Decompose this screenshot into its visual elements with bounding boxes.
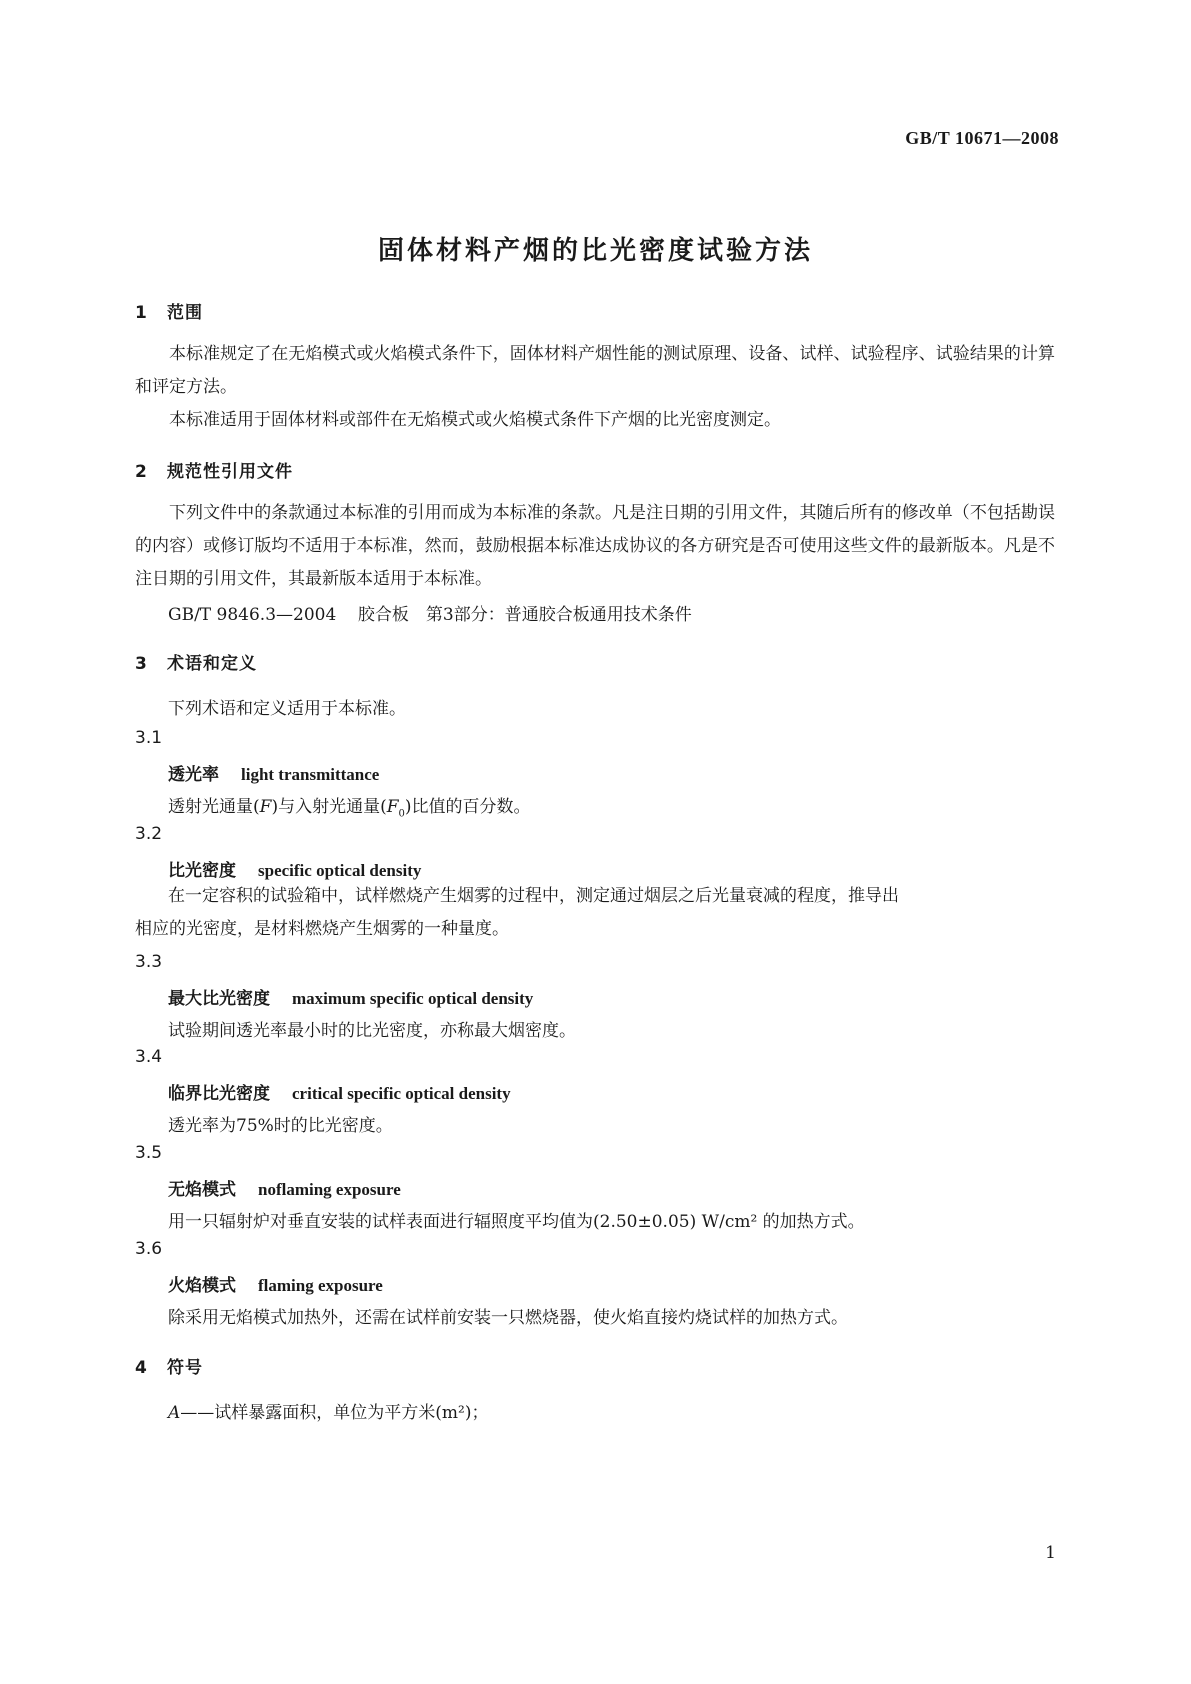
symbol-entry <box>168 1398 488 1423</box>
section-3-heading <box>135 649 257 674</box>
standard-code: GB/T 10671—2008 <box>905 128 1059 148</box>
term-zh: 透光率 <box>168 765 219 785</box>
term-heading <box>168 1271 383 1296</box>
term-heading <box>168 856 421 881</box>
reference-code: GB/T 9846.3—2004 <box>168 605 337 625</box>
term-definition: 除采用无焰模式加热外，还需在试样前安装一只燃烧器，使火焰直接灼烧试样的加热方式。 <box>168 1308 848 1328</box>
section-4-heading <box>135 1353 203 1378</box>
term-heading <box>168 984 533 1009</box>
term-definition: 在一定容积的试验箱中，试样燃烧产生烟雾的过程中，测定通过烟层之后光量衰减的程度，推导出 相应的光密度，是材料燃烧产生烟雾的一种量度。 <box>135 886 899 939</box>
term-definition: 用一只辐射炉对垂直安装的试样表面进行辐照度平均值为(2.50±0.05) W/cm² 的加热方式。 <box>168 1212 865 1232</box>
term-en: critical specific optical density <box>292 1084 511 1103</box>
term-en: flaming exposure <box>258 1276 383 1295</box>
reference-title: 胶合板 第3部分：普通胶合板通用技术条件 <box>357 605 692 625</box>
section-2-paragraph: 下列文件中的条款通过本标准的引用而成为本标准的条款。凡是注日期的引用文件，其随后所有的修改单（不包括勘误的内容）或修订版均不适用于本标准，然而，鼓励根据本标准达成协议的各方研究是否可使用这些文件的最新版本。凡是不注日期的引用文件，其最新版本适用于本标准。 <box>135 503 1055 589</box>
section-number: 3 <box>135 654 148 674</box>
symbol-definition: ——试样暴露面积，单位为平方米(m²)； <box>180 1403 489 1423</box>
term-definition: 试验期间透光率最小时的比光密度，亦称最大烟密度。 <box>168 1021 576 1041</box>
section-title: 范围 <box>167 303 203 323</box>
section-title: 符号 <box>167 1358 203 1378</box>
section-1-paragraph-1: 本标准规定了在无焰模式或火焰模式条件下，固体材料产烟性能的测试原理、设备、试样、试验程序、试验结果的计算和评定方法。 <box>135 344 1055 397</box>
term-heading <box>168 1175 401 1200</box>
section-3-intro: 下列术语和定义适用于本标准。 <box>168 699 406 719</box>
term-number: 3.4 <box>135 1047 163 1067</box>
section-title: 术语和定义 <box>167 654 257 674</box>
term-zh: 最大比光密度 <box>168 989 270 1009</box>
term-number: 3.1 <box>135 728 163 748</box>
document-title: 固体材料产烟的比光密度试验方法 <box>377 236 813 266</box>
term-number: 3.3 <box>135 952 163 972</box>
term-zh: 比光密度 <box>168 861 236 881</box>
symbol: A <box>168 1403 181 1423</box>
section-number: 4 <box>135 1358 148 1378</box>
section-title: 规范性引用文件 <box>167 462 293 482</box>
term-en: light transmittance <box>241 765 380 784</box>
term-number: 3.2 <box>135 824 163 844</box>
term-zh: 无焰模式 <box>168 1180 236 1200</box>
term-number: 3.5 <box>135 1143 163 1163</box>
term-zh: 临界比光密度 <box>168 1084 270 1104</box>
term-en: noflaming exposure <box>258 1180 401 1199</box>
page-number: 1 <box>1045 1543 1056 1563</box>
section-1-heading <box>135 298 203 323</box>
term-zh: 火焰模式 <box>168 1276 236 1296</box>
section-1-paragraph-2: 本标准适用于固体材料或部件在无焰模式或火焰模式条件下产烟的比光密度测定。 <box>169 410 781 430</box>
term-en: specific optical density <box>258 861 422 880</box>
term-definition: 透光率为75%时的比光密度。 <box>168 1116 393 1136</box>
term-number: 3.6 <box>135 1239 163 1259</box>
term-heading <box>168 760 379 785</box>
term-heading <box>168 1079 511 1104</box>
term-en: maximum specific optical density <box>292 989 534 1008</box>
section-2-heading <box>135 457 293 482</box>
section-number: 1 <box>135 303 148 323</box>
normative-reference <box>168 600 692 625</box>
section-number: 2 <box>135 462 148 482</box>
term-definition: 透射光通量(F)与入射光通量$(F_0)$比值的百分数。 <box>168 797 531 820</box>
